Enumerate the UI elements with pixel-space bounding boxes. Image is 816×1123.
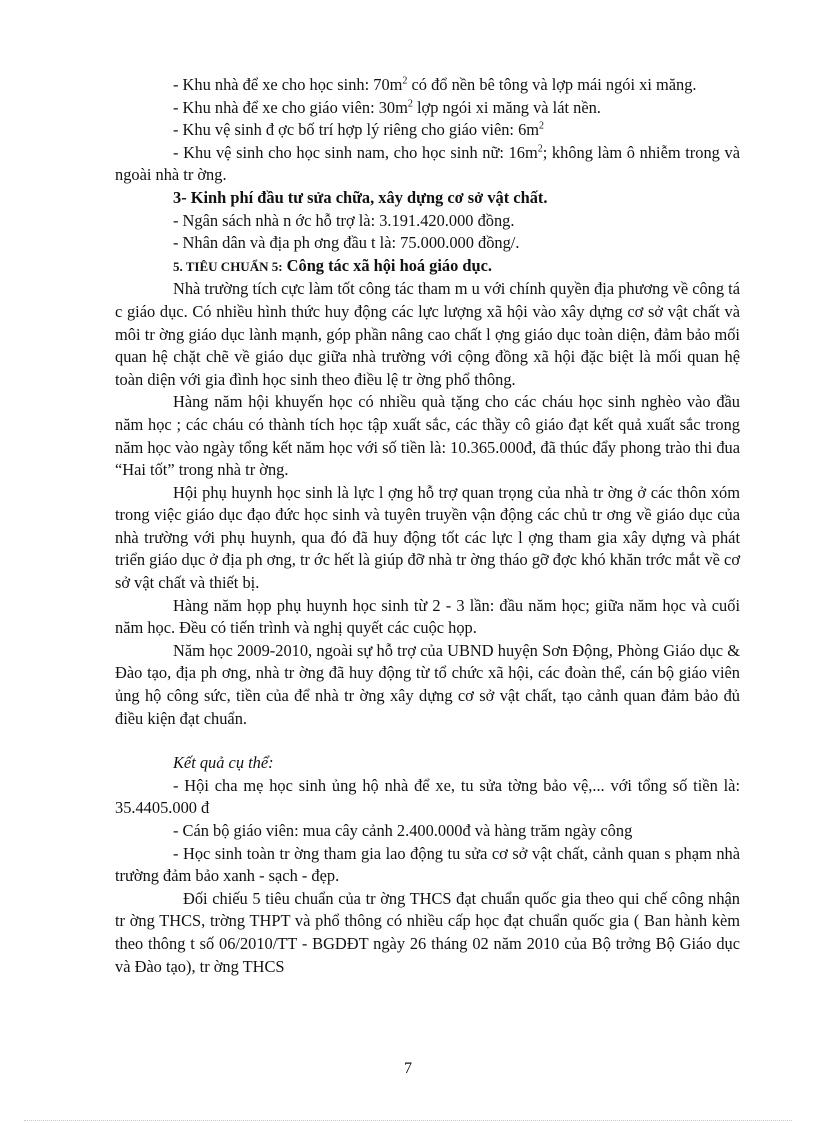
paragraph-community-funding: - Nhân dân và địa ph ơng đầu t là: 75.000.000 đồng/.	[173, 233, 520, 253]
results-heading: Kết quả cụ thể:	[173, 753, 274, 773]
paragraph-teacher-parking	[115, 97, 740, 120]
heading-label: 5. TIÊU CHUẨN 5:	[173, 258, 283, 274]
page-edge-divider	[24, 1120, 792, 1121]
text-span: - Khu nhà để xe cho giáo viên: 30m	[173, 97, 408, 117]
text-span: - Khu nhà để xe cho học sinh: 70m	[173, 75, 403, 94]
paragraph-scholarship: Hàng năm hội khuyến học có nhiều quà tặng cho các cháu học sinh nghèo vào đầu năm học ; các cháu có thành tích học tập xuất sắc, các thầy cô giáo đạt kết quả xuất sắc trong năm học vào ngày tổng kết năm học với số tiền là: 10.365.000đ, đã thúc đẩy phong trào thi đua “Hai tốt” trong nhà tr ờng.	[115, 392, 740, 480]
paragraph-school-year: Năm học 2009-2010, ngoài sự hỗ trợ của UBND huyện Sơn Động, Phòng Giáo dục & Đào tạo, địa ph ơng, nhà tr ờng đã huy động từ tổ chức xã hội, các đoàn thể, cán bộ giáo viên ủng hộ công sức, tiền của để nhà tr ờng xây dựng cơ sở vật chất, tạo cảnh quan đảm bảo đủ điều kiện đạt chuẩn.	[115, 640, 740, 728]
paragraph-state-budget: - Ngân sách nhà n ớc hỗ trợ là: 3.191.420.000 đồng.	[173, 210, 515, 230]
document-body	[115, 74, 740, 978]
superscript: 2	[537, 143, 543, 155]
paragraph-teacher-toilet	[115, 119, 740, 142]
text-span: - Khu vệ sinh đ ợc bố trí hợp lý riêng cho giáo viên: 6m	[173, 120, 540, 140]
result-item-parents: - Hội cha mẹ học sinh ủng hộ nhà để xe, tu sửa tờng bảo vệ,... với tổng số tiền là: 35.4405.000 đ	[115, 775, 740, 818]
text-span: - Khu vệ sinh cho học sinh nam, cho học sinh nữ: 16m	[173, 142, 538, 162]
paragraph-socialization: Nhà trường tích cực làm tốt công tác tham m u với chính quyền địa phương về công tá c giáo dục. Có nhiều hình thức huy động các lực lượng xã hội vào xây dựng cơ sở vật chất và môi tr ờng giáo dục lành mạnh, góp phần nâng cao chất l ợng giáo dục toàn diện, đảm bảo mối quan hệ chặt chẽ về giáo dục giữa nhà trường với cộng đồng xã hội đặc biệt là mối quan hệ toàn diện với gia đình học sinh theo điều lệ tr ờng phổ thông.	[115, 279, 740, 389]
text-span: ; không làm ô nhiễm trong và ngoài nhà tr ờng.	[115, 142, 740, 185]
superscript: 2	[402, 75, 408, 87]
superscript: 2	[407, 98, 413, 110]
result-item-teachers: - Cán bộ giáo viên: mua cây cảnh 2.400.000đ và hàng trăm ngày công	[173, 821, 633, 840]
page-number: 7	[404, 1060, 412, 1077]
paragraph-student-toilet	[115, 142, 740, 187]
paragraph-conclusion: Đối chiếu 5 tiêu chuẩn của tr ờng THCS đạt chuẩn quốc gia theo qui chế công nhận tr ờng THCS, trờng THPT và phổ thông có nhiều cấp học đạt chuẩn quốc gia ( Ban hành kèm theo thông t số 06/2010/TT - BGDĐT ngày 26 tháng 02 năm 2010 của Bộ trởng Bộ Giáo dục và Đào tạo), tr ờng THCS	[115, 888, 740, 976]
section-heading-5	[115, 255, 740, 279]
section-heading-3: 3- Kinh phí đầu tư sửa chữa, xây dựng cơ sở vật chất.	[173, 187, 548, 207]
paragraph-parent-meetings: Hàng năm họp phụ huynh học sinh từ 2 - 3 lần: đầu năm học; giữa năm học và cuối năm học. Đều có tiến trình và nghị quyết các cuộc họp.	[115, 595, 740, 638]
superscript: 2	[539, 120, 545, 132]
paragraph-parents-association: Hội phụ huynh học sinh là lực l ợng hỗ trợ quan trọng của nhà tr ờng ở các thôn xóm trong việc giáo dục đạo đức học sinh và tuyên truyền vận động các chủ tr ơng về giáo dục của nhà trường với phụ huynh, qua đó đã huy động tốt các lực l ợng tham gia xây dựng và phát triển giáo dục ở địa ph ơng, tr ớc hết là giúp đỡ nhà tr ờng tháo gỡ đợc khó khăn trớc mắt về cơ sở vật chất và thiết bị.	[115, 482, 740, 593]
paragraph-student-parking	[115, 74, 740, 97]
text-span: lợp ngói xi măng và lát nền.	[412, 97, 601, 117]
heading-text: Công tác xã hội hoá giáo dục.	[282, 255, 493, 275]
result-item-students: - Học sinh toàn tr ờng tham gia lao động tu sửa cơ sở vật chất, cảnh quan s phạm nhà trường đảm bảo xanh - sạch - đẹp.	[115, 843, 740, 886]
text-span: có đổ nền bê tông và lợp mái ngói xi măng.	[407, 75, 697, 94]
spacer	[115, 730, 740, 752]
